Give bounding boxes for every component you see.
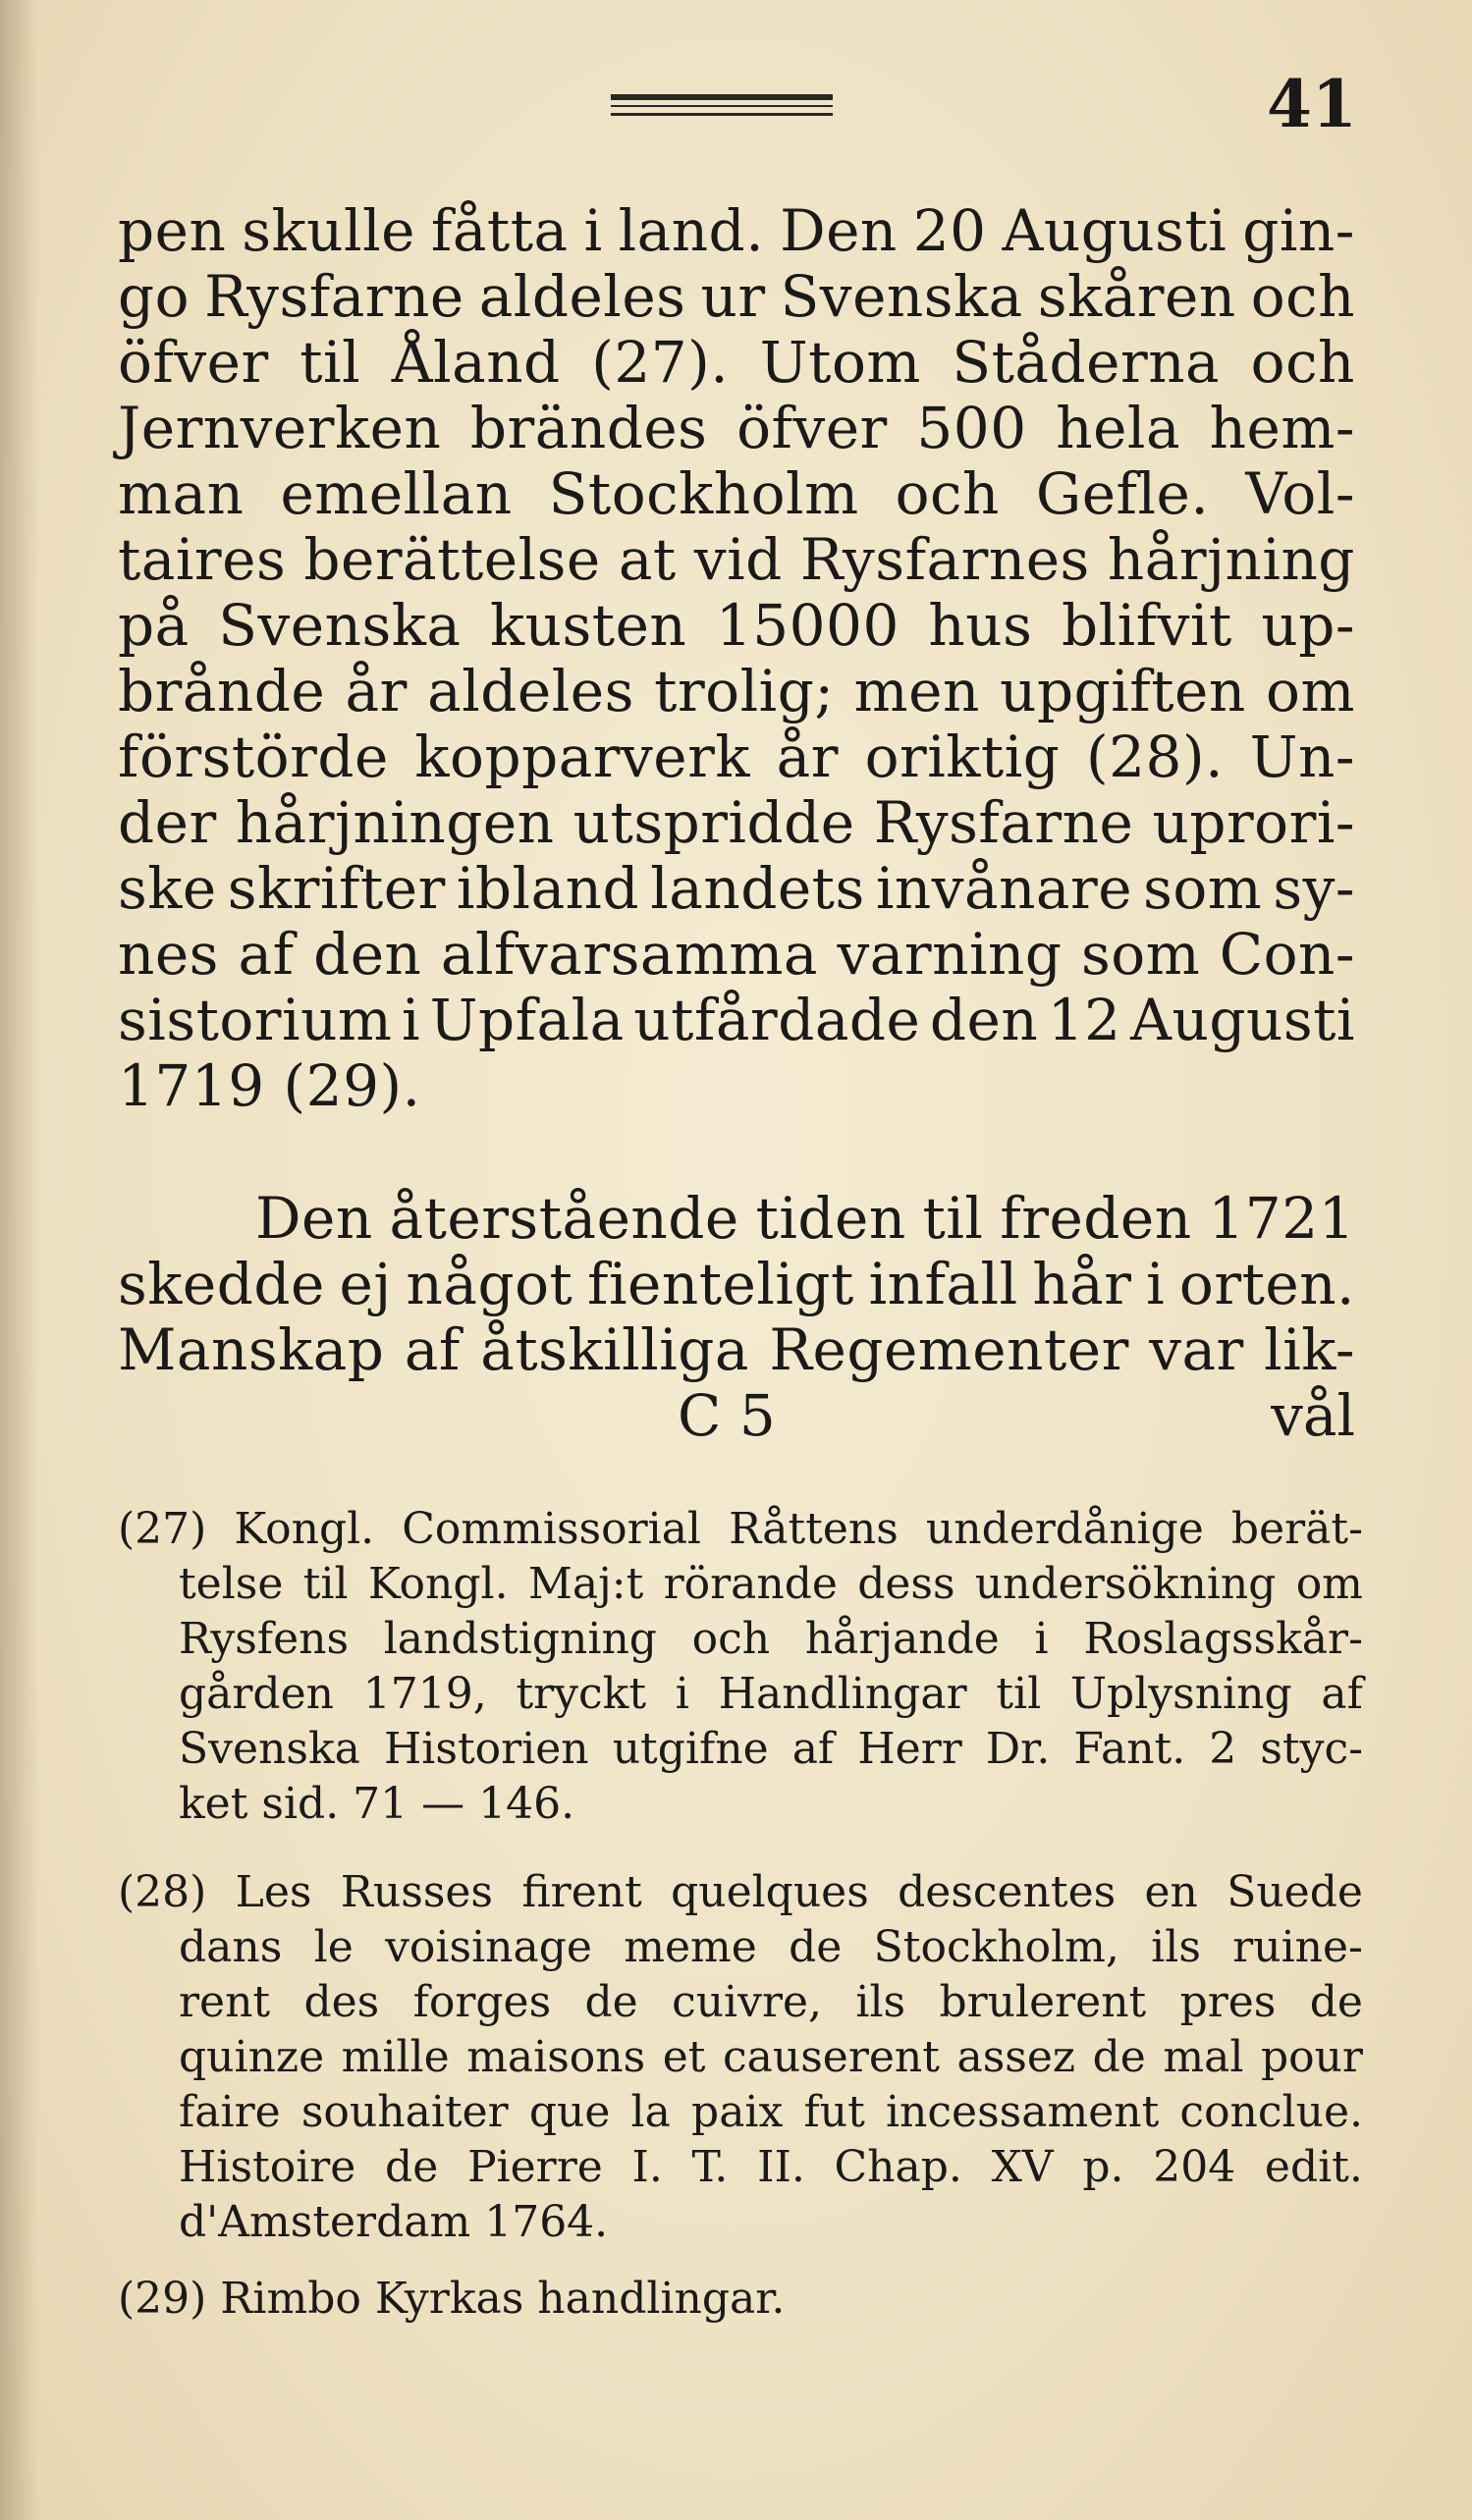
paragraph-2 [118,1186,1355,1383]
paragraph-1 [118,198,1355,1119]
text-line: sistorium i Upfala utfårdade den 12 Augusti [118,987,1355,1053]
footnote-line: faire souhaiter que la paix fut incessament conclue. [179,2087,1363,2137]
text-line: skedde ej något fienteligt infall hår i orten. [118,1251,1355,1317]
footnote-line: ket sid. 71 — 146. [179,1779,575,1829]
footnote-line: telse til Kongl. Maj:t rörande dess undersökning om [179,1559,1363,1609]
text-line: förstörde kopparverk år oriktig (28). Un- [118,724,1355,790]
text-line: go Rysfarne aldeles ur Svenska skåren och [118,263,1355,330]
text-line: Manskap af åtskilliga Regementer var lik- [118,1316,1355,1383]
text-line: man emellan Stockholm och Gefle. Vol- [118,460,1355,527]
footnote-line: Histoire de Pierre I. T. II. Chap. XV p. 204 edit. [179,2142,1363,2192]
text-line: Den återstående tiden til freden 1721 [255,1185,1355,1252]
footnote-line: dans le voisinage meme de Stockholm, ils ruine- [179,1922,1363,1972]
page-number: 41 [1267,66,1357,142]
footnotes [118,1502,1363,2360]
footnote-28 [118,1865,1363,2250]
footnote-27 [118,1502,1363,1832]
spine-shadow [0,0,39,2520]
text-line: nes af den alfvarsamma varning som Con- [118,921,1355,988]
signature-line [118,1383,1355,1449]
footnote-line: (28) Les Russes firent quelques descentes en Suede [118,1867,1363,1917]
text-line: öfver til Åland (27). Utom Ståderna och [118,329,1355,396]
text-line: taires berättelse at vid Rysfarnes hårjning [118,526,1355,593]
text-line: brånde år aldeles trolig; men upgiften om [118,658,1355,724]
footnote-line: (27) Kongl. Commissorial Råttens underdånige berät- [118,1504,1363,1554]
text-line: på Svenska kusten 15000 hus blifvit up- [118,592,1355,659]
signature-mark: C 5 [678,1382,776,1449]
footnote-line: (29) Rimbo Kyrkas handlingar. [118,2274,786,2324]
footnote-line: d'Amsterdam 1764. [179,2197,609,2247]
catchword: vål [1271,1382,1355,1449]
text-line: der hårjningen utspridde Rysfarne uprori- [118,789,1355,856]
text-line: Jernverken brändes öfver 500 hela hem- [118,395,1355,461]
text-line: 1719 (29). [118,1052,421,1119]
footnote-line: Rysfens landstigning och hårjande i Roslagsskår- [179,1614,1363,1664]
header-ornament-rule [611,94,833,116]
text-line: pen skulle fåtta i land. Den 20 Augusti gin- [118,197,1355,264]
main-text [118,198,1355,1449]
footnote-line: rent des forges de cuivre, ils brulerent pres de [179,1977,1363,2027]
footnote-29 [118,2272,1363,2327]
footnote-line: quinze mille maisons et causerent assez de mal pour [179,2032,1363,2082]
footnote-line: gården 1719, tryckt i Handlingar til Uplysning af [179,1669,1363,1719]
text-line: ske skrifter ibland landets invånare som sy- [118,855,1355,922]
footnote-line: Svenska Historien utgifne af Herr Dr. Fant. 2 styc- [179,1724,1363,1774]
